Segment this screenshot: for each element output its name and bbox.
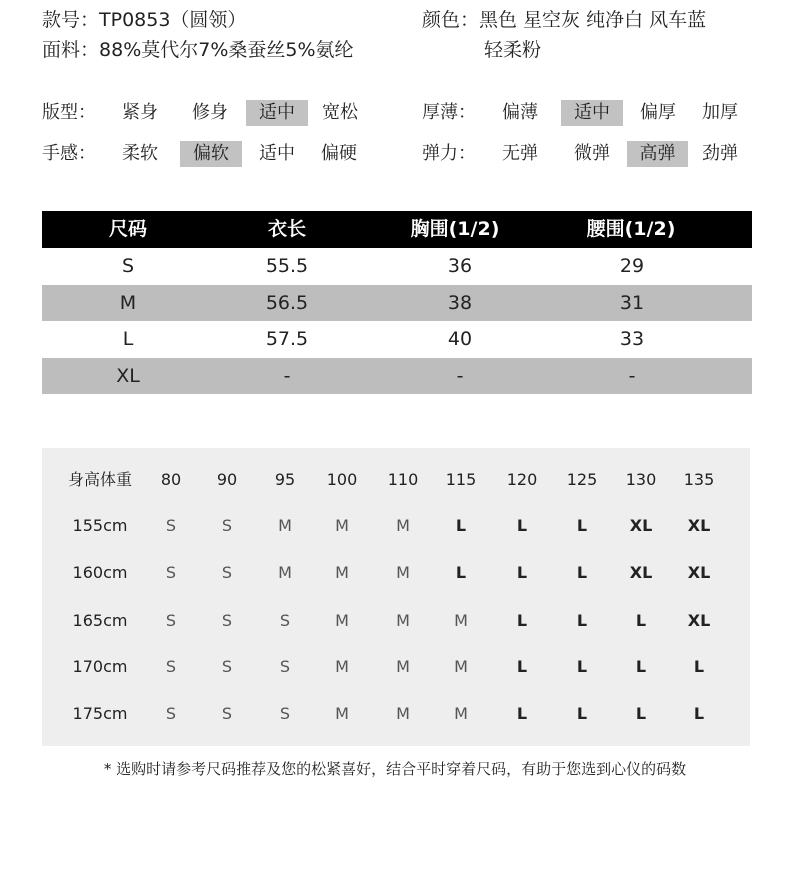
rec-size: M xyxy=(335,563,349,582)
rec-weight: 125 xyxy=(566,470,598,489)
size-cell: XL xyxy=(116,364,140,387)
rec-weight: 80 xyxy=(160,470,182,489)
rec-weight: 95 xyxy=(274,470,296,489)
rec-weight: 115 xyxy=(445,470,477,489)
size-cell: - xyxy=(456,364,464,387)
size-cell: 55.5 xyxy=(265,255,309,277)
rec-weight: 120 xyxy=(506,470,538,489)
rec-size: M xyxy=(454,657,468,676)
thickness-option: 偏薄 xyxy=(502,102,538,123)
attr-feel xyxy=(0,141,790,167)
size-cell: M xyxy=(119,291,137,314)
color-label: 颜色： xyxy=(422,9,480,31)
rec-size: S xyxy=(221,611,233,630)
rec-size: M xyxy=(454,704,468,723)
rec-size: M xyxy=(454,611,468,630)
elasticity-option: 微弹 xyxy=(574,143,610,164)
size-table-row xyxy=(42,321,752,358)
size-cell: 33 xyxy=(619,328,645,350)
color-values: 黑色 星空灰 纯净白 风车蓝 xyxy=(479,9,707,31)
thickness-option: 加厚 xyxy=(702,102,738,123)
size-cell: 38 xyxy=(447,291,473,314)
fit-option: 紧身 xyxy=(122,102,158,123)
rec-height: 170cm xyxy=(72,657,128,676)
rec-size: L xyxy=(576,516,588,535)
rec-size: L xyxy=(516,563,528,582)
feel-option: 柔软 xyxy=(122,143,158,164)
rec-row xyxy=(42,558,750,588)
size-cell: 36 xyxy=(447,255,473,277)
rec-size: S xyxy=(279,704,291,723)
rec-size: S xyxy=(221,563,233,582)
thickness-option: 适中 xyxy=(561,100,623,126)
model-label: 款号： xyxy=(42,9,100,31)
fabric-label: 面料： xyxy=(42,39,100,61)
elasticity-label: 弹力： xyxy=(422,143,476,164)
rec-size: L xyxy=(576,704,588,723)
rec-size: M xyxy=(396,704,410,723)
rec-size: XL xyxy=(629,563,653,582)
rec-size: S xyxy=(165,516,177,535)
size-table-row xyxy=(42,248,752,285)
rec-size: S xyxy=(279,657,291,676)
rec-size: M xyxy=(396,611,410,630)
rec-size: S xyxy=(279,611,291,630)
rec-size: S xyxy=(165,657,177,676)
rec-size: L xyxy=(516,704,528,723)
elasticity-option: 高弹 xyxy=(627,141,688,167)
rec-size: L xyxy=(635,611,647,630)
rec-size: L xyxy=(635,657,647,676)
rec-height: 155cm xyxy=(72,516,128,535)
size-header-cell: 胸围(1/2) xyxy=(410,218,500,240)
rec-size: S xyxy=(221,657,233,676)
rec-height: 165cm xyxy=(72,611,128,630)
rec-size: S xyxy=(165,563,177,582)
size-cell: - xyxy=(628,364,636,387)
size-table-row xyxy=(42,285,752,322)
rec-size: M xyxy=(278,563,292,582)
thickness-option: 偏厚 xyxy=(640,102,676,123)
rec-height: 175cm xyxy=(72,704,128,723)
rec-row xyxy=(42,699,750,729)
size-advice-note: * 选购时请参考尺码推荐及您的松紧喜好，结合平时穿着尺码，有助于您选到心仪的码数 xyxy=(103,760,687,778)
rec-size: L xyxy=(516,657,528,676)
rec-size: M xyxy=(335,657,349,676)
size-table-header xyxy=(42,211,752,248)
size-cell: L xyxy=(122,328,134,350)
size-header-cell: 腰围(1/2) xyxy=(586,218,676,240)
rec-weight: 90 xyxy=(216,470,238,489)
thickness-label: 厚薄： xyxy=(422,102,476,123)
rec-size: L xyxy=(576,657,588,676)
rec-corner-label: 身高体重 xyxy=(67,470,132,489)
rec-size: S xyxy=(165,704,177,723)
feel-label: 手感： xyxy=(42,143,96,164)
rec-header-row xyxy=(42,465,750,495)
rec-size: XL xyxy=(687,563,711,582)
size-recommendation-grid xyxy=(42,448,750,746)
rec-size: L xyxy=(635,704,647,723)
size-cell: 56.5 xyxy=(265,291,309,314)
model-line xyxy=(42,6,246,34)
rec-weight: 135 xyxy=(683,470,715,489)
feel-option: 适中 xyxy=(259,143,295,164)
rec-size: M xyxy=(335,611,349,630)
fabric-value: 88%莫代尔7%桑蚕丝5%氨纶 xyxy=(99,39,354,61)
model-value: TP0853（圆领） xyxy=(99,9,247,31)
rec-size: L xyxy=(576,611,588,630)
feel-option: 偏软 xyxy=(180,141,242,167)
size-cell: 31 xyxy=(619,291,645,314)
rec-size: M xyxy=(396,657,410,676)
fit-option: 宽松 xyxy=(322,102,358,123)
fit-label: 版型： xyxy=(42,102,96,123)
size-table-row xyxy=(42,358,752,395)
fit-option: 修身 xyxy=(192,102,228,123)
rec-size: M xyxy=(396,563,410,582)
size-cell: 29 xyxy=(619,255,645,277)
elasticity-option: 无弹 xyxy=(502,143,538,164)
rec-size: L xyxy=(576,563,588,582)
rec-size: L xyxy=(693,657,705,676)
color-line-2: 轻柔粉 xyxy=(484,39,542,61)
size-cell: - xyxy=(283,364,291,387)
attr-fit xyxy=(0,100,790,126)
elasticity-option: 劲弹 xyxy=(702,143,738,164)
rec-size: L xyxy=(516,516,528,535)
fabric-line xyxy=(42,36,354,64)
rec-row xyxy=(42,606,750,636)
rec-weight: 130 xyxy=(625,470,657,489)
rec-weight: 110 xyxy=(387,470,419,489)
rec-size: XL xyxy=(629,516,653,535)
rec-size: M xyxy=(396,516,410,535)
rec-size: L xyxy=(455,516,467,535)
color-line xyxy=(422,6,706,34)
rec-size: M xyxy=(335,704,349,723)
size-cell: 40 xyxy=(447,328,473,350)
rec-size: L xyxy=(516,611,528,630)
size-cell: 57.5 xyxy=(265,328,309,350)
rec-row xyxy=(42,652,750,682)
size-header-cell: 尺码 xyxy=(108,218,147,240)
rec-size: S xyxy=(221,516,233,535)
rec-size: M xyxy=(335,516,349,535)
rec-row xyxy=(42,511,750,541)
rec-size: XL xyxy=(687,611,711,630)
rec-size: L xyxy=(693,704,705,723)
rec-size: S xyxy=(221,704,233,723)
rec-size: XL xyxy=(687,516,711,535)
feel-option: 偏硬 xyxy=(321,143,357,164)
size-table xyxy=(42,211,752,394)
fit-option: 适中 xyxy=(246,100,308,126)
size-cell: S xyxy=(121,255,135,277)
rec-size: L xyxy=(455,563,467,582)
rec-height: 160cm xyxy=(72,563,128,582)
size-header-cell: 衣长 xyxy=(267,218,306,240)
rec-size: M xyxy=(278,516,292,535)
rec-size: S xyxy=(165,611,177,630)
rec-weight: 100 xyxy=(326,470,358,489)
